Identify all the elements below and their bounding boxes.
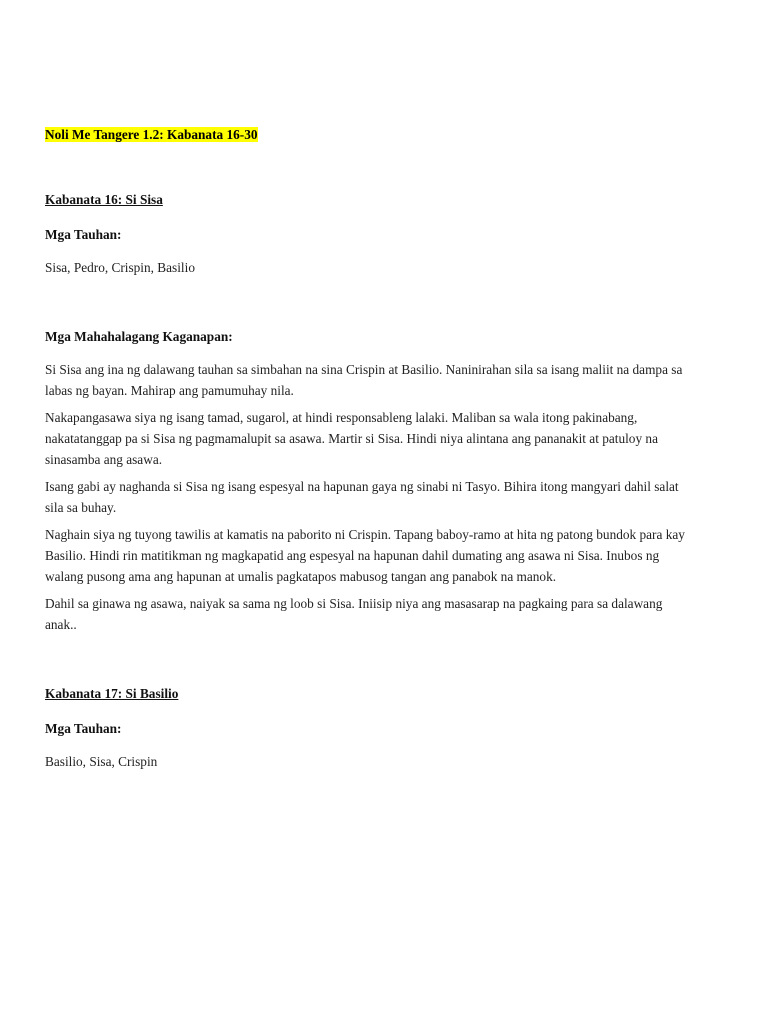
chapter-17-heading: Kabanata 17: Si Basilio (45, 686, 179, 701)
document-title (45, 124, 685, 145)
document-body (45, 124, 685, 778)
chapter-16-paragraph-1: Si Sisa ang ina ng dalawang tauhan sa simbahan na sina Crispin at Basilio. Naninirahan sila sa isang maliit na dampa sa labas ng bayan. Mahirap ang pamumuhay nila. (45, 362, 683, 398)
chapter-16-heading: Kabanata 16: Si Sisa (45, 192, 163, 207)
highlighted-title-text: Noli Me Tangere 1.2: Kabanata 16-30 (45, 127, 258, 142)
section-spacer (45, 284, 685, 326)
chapter-16-paragraph-5: Dahil sa ginawa ng asawa, naiyak sa sama ng loob si Sisa. Iniisip niya ang masasarap na pagkaing para sa dalawang anak.. (45, 596, 663, 632)
chapter-16-paragraph-3: Isang gabi ay naghanda si Sisa ng isang espesyal na hapunan gaya ng sinabi ni Tasyo. Bihira itong mangyari dahil salat sila sa buhay. (45, 479, 679, 515)
chapter-17-characters-label: Mga Tauhan: (45, 721, 122, 736)
chapter-16-paragraph-4: Naghain siya ng tuyong tawilis at kamatis na paborito ni Crispin. Tapang baboy-ramo at hita ng patong bundok para kay Basilio. Hindi rin matitikman ng magkapatid ang espesyal na hapunan dahil dumating ang asawa ni Sisa. Inubos ng walang pusong ama ang hapunan at umalis pagkatapos mabusog tangan ang panabok na manok. (45, 527, 685, 584)
chapter-spacer (45, 641, 685, 683)
chapter-16-characters: Sisa, Pedro, Crispin, Basilio (45, 260, 195, 275)
chapter-16-characters-label: Mga Tauhan: (45, 227, 122, 242)
chapter-17-characters: Basilio, Sisa, Crispin (45, 754, 158, 769)
chapter-16-events-label: Mga Mahahalagang Kaganapan: (45, 329, 233, 344)
chapter-16-paragraph-2: Nakapangasawa siya ng isang tamad, sugarol, at hindi responsableng lalaki. Maliban sa wala itong pakinabang, nakatatanggap pa si Sisa ng pagmamalupit sa asawa. Martir si Sisa. Hindi niya alintana ang pananakit at patuloy na sinasamba ang asawa. (45, 410, 658, 467)
chapter-17-section (45, 683, 685, 772)
chapter-16-section (45, 189, 685, 635)
